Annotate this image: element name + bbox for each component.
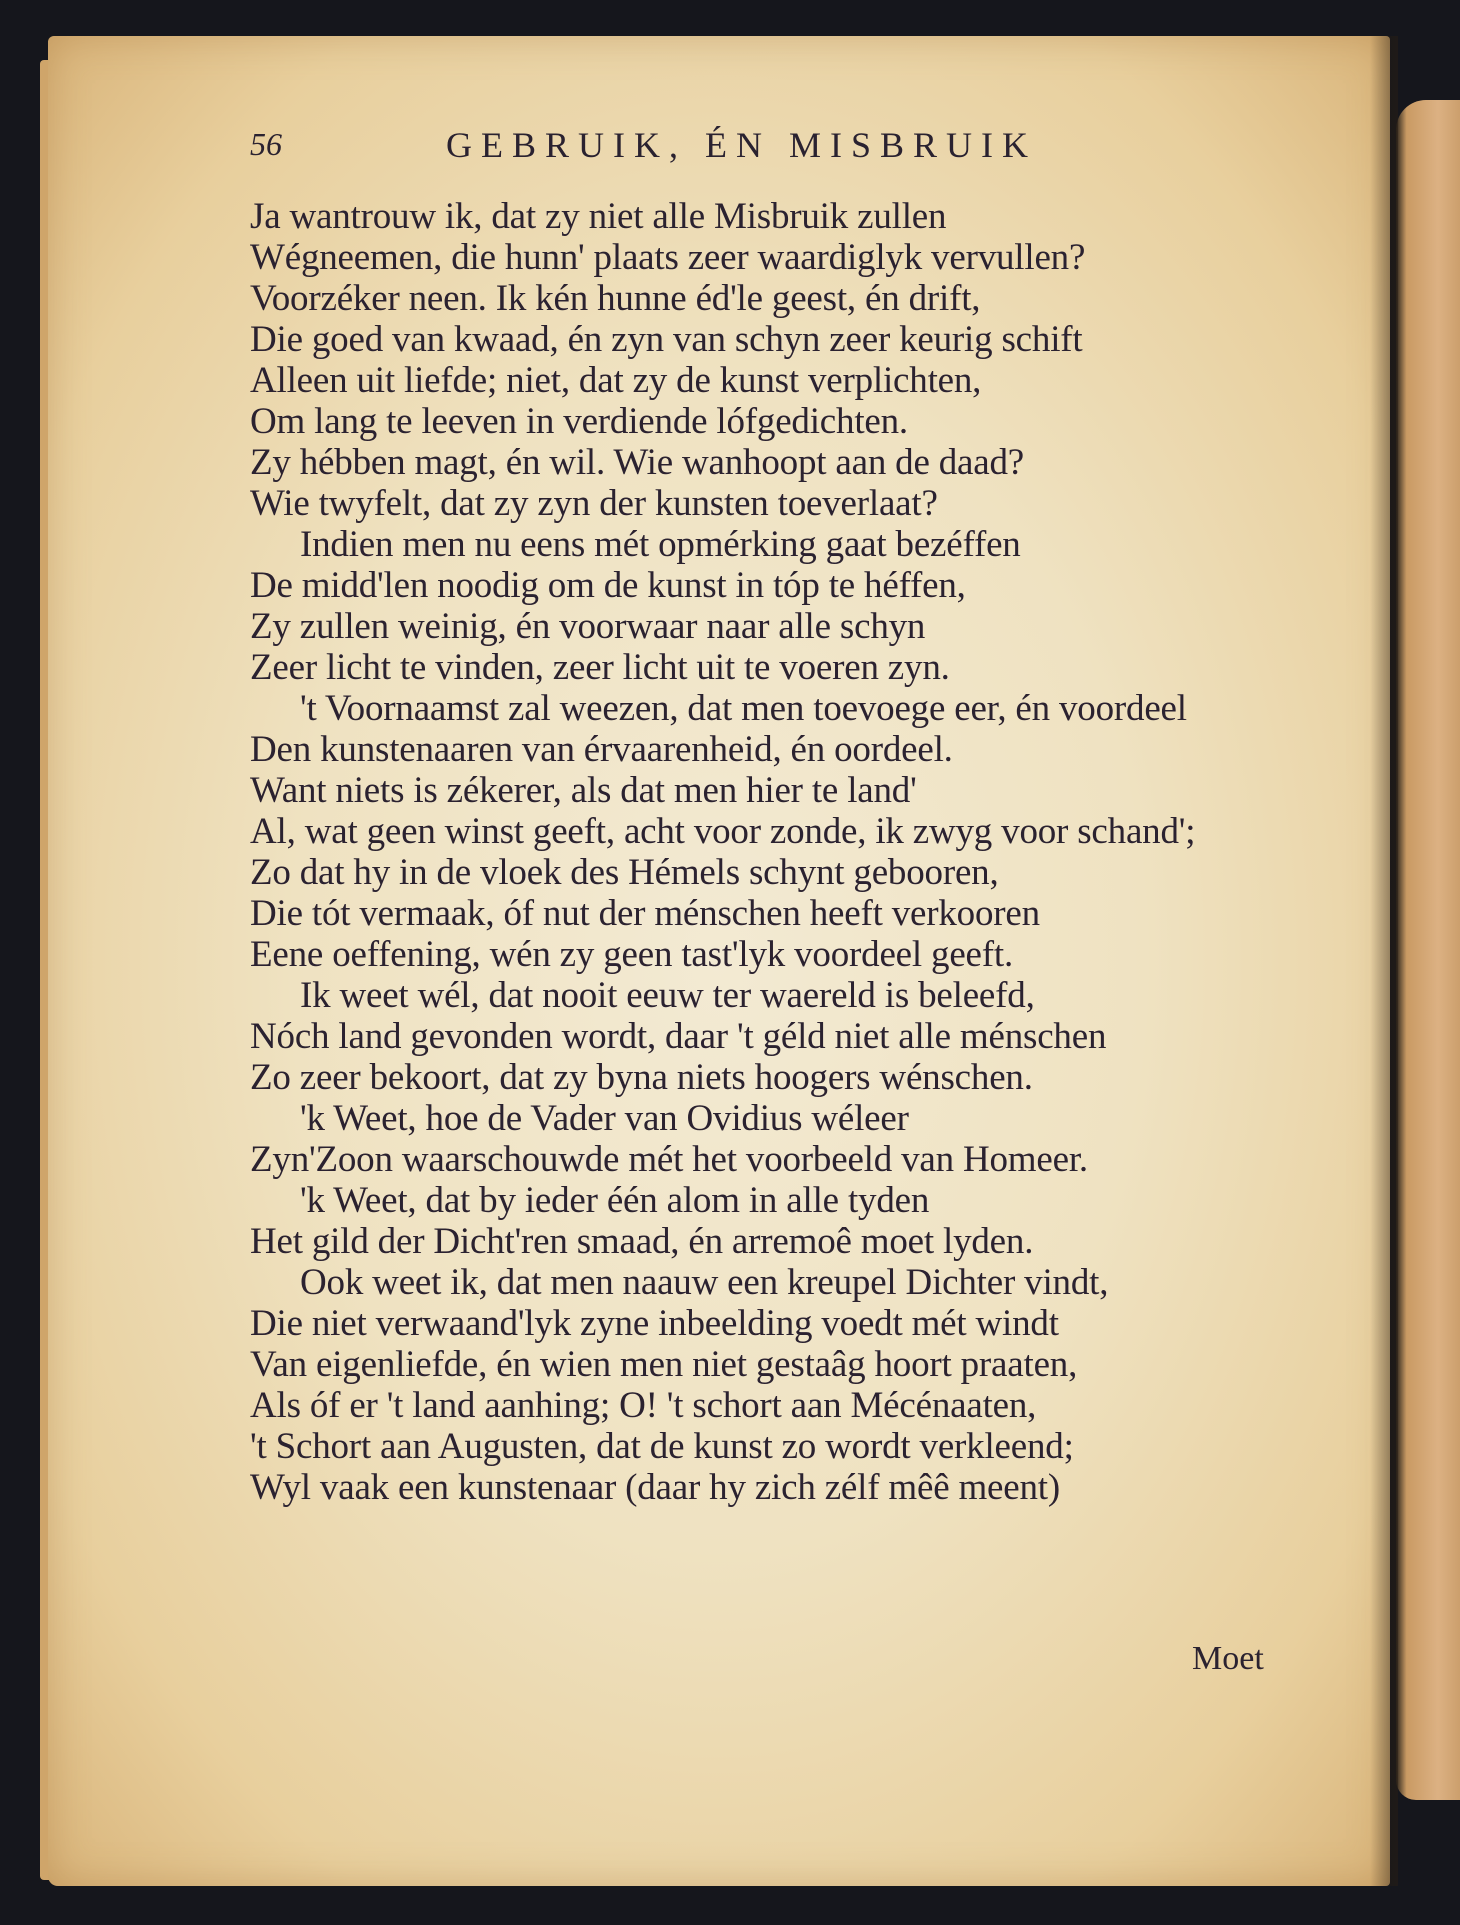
verse-line: 't Schort aan Augusten, dat de kunst zo wordt verkleend; — [250, 1426, 1074, 1467]
verse-line: Van eigenliefde, én wien men niet gestaâg hoort praaten, — [250, 1344, 1078, 1385]
verse-line: Wégneemen, die hunn' plaats zeer waardiglyk vervullen? — [250, 237, 1086, 278]
verse-line: 't Voornaamst zal weezen, dat men toevoege eer, én voordeel — [300, 688, 1187, 729]
verse-line: 'k Weet, hoe de Vader van Ovidius wéleer — [300, 1098, 909, 1139]
verse-line: Want niets is zékerer, als dat men hier te land' — [250, 770, 917, 811]
page-header — [250, 124, 1300, 168]
verse-line: Indien men nu eens mét opmérking gaat bezéffen — [300, 524, 1021, 565]
verse-line: Die tót vermaak, óf nut der ménschen heeft verkooren — [250, 893, 1040, 934]
verse-line: Het gild der Dicht'ren smaad, én arremoê moet lyden. — [250, 1221, 1034, 1262]
spine-shadow — [1370, 36, 1398, 1886]
verse-line: Nóch land gevonden wordt, daar 't géld niet alle ménschen — [250, 1016, 1107, 1057]
verse-line: Eene oeffening, wén zy geen tast'lyk voordeel geeft. — [250, 934, 1014, 975]
verse-line: Die niet verwaand'lyk zyne inbeelding voedt mét windt — [250, 1303, 1059, 1344]
verse-line: Voorzéker neen. Ik kén hunne éd'le geest, én drift, — [250, 278, 981, 319]
verse-line: Wie twyfelt, dat zy zyn der kunsten toeverlaat? — [250, 483, 938, 524]
verse-line: Om lang te leeven in verdiende lófgedichten. — [250, 401, 908, 442]
poem-text — [250, 196, 1330, 1508]
verse-line: Den kunstenaaren van érvaarenheid, én oordeel. — [250, 729, 953, 770]
catchword: Moet — [1192, 1640, 1264, 1677]
verse-line: Zeer licht te vinden, zeer licht uit te voeren zyn. — [250, 647, 950, 688]
verse-line: Zo zeer bekoort, dat zy byna niets hoogers wénschen. — [250, 1057, 1033, 1098]
verse-line: Zy hébben magt, én wil. Wie wanhoopt aan de daad? — [250, 442, 1025, 483]
verse-line: Als óf er 't land aanhing; O! 't schort aan Mécénaaten, — [250, 1385, 1037, 1426]
verse-line: Alleen uit liefde; niet, dat zy de kunst verplichten, — [250, 360, 982, 401]
verse-line: Zyn'Zoon waarschouwde mét het voorbeeld van Homeer. — [250, 1139, 1088, 1180]
facing-page-edge — [1396, 100, 1460, 1800]
verse-line: Ook weet ik, dat men naauw een kreupel Dichter vindt, — [300, 1262, 1109, 1303]
verse-line: Ja wantrouw ik, dat zy niet alle Misbruik zullen — [250, 196, 947, 237]
running-title: GEBRUIK, ÉN MISBRUIK — [446, 125, 1038, 165]
verse-line: Zo dat hy in de vloek des Hémels schynt gebooren, — [250, 852, 999, 893]
verse-line: Wyl vaak een kunstenaar (daar hy zich zélf mêê meent) — [250, 1467, 1060, 1508]
page-number: 56 — [250, 126, 282, 162]
verse-line: De midd'len noodig om de kunst in tóp te héffen, — [250, 565, 966, 606]
verse-line: Ik weet wél, dat nooit eeuw ter waereld is beleefd, — [300, 975, 1035, 1016]
verse-line: Al, wat geen winst geeft, acht voor zonde, ik zwyg voor schand'; — [250, 811, 1196, 852]
verse-line: Die goed van kwaad, én zyn van schyn zeer keurig schift — [250, 319, 1083, 360]
verse-line: 'k Weet, dat by ieder één alom in alle tyden — [300, 1180, 930, 1221]
verse-line: Zy zullen weinig, én voorwaar naar alle schyn — [250, 606, 926, 647]
